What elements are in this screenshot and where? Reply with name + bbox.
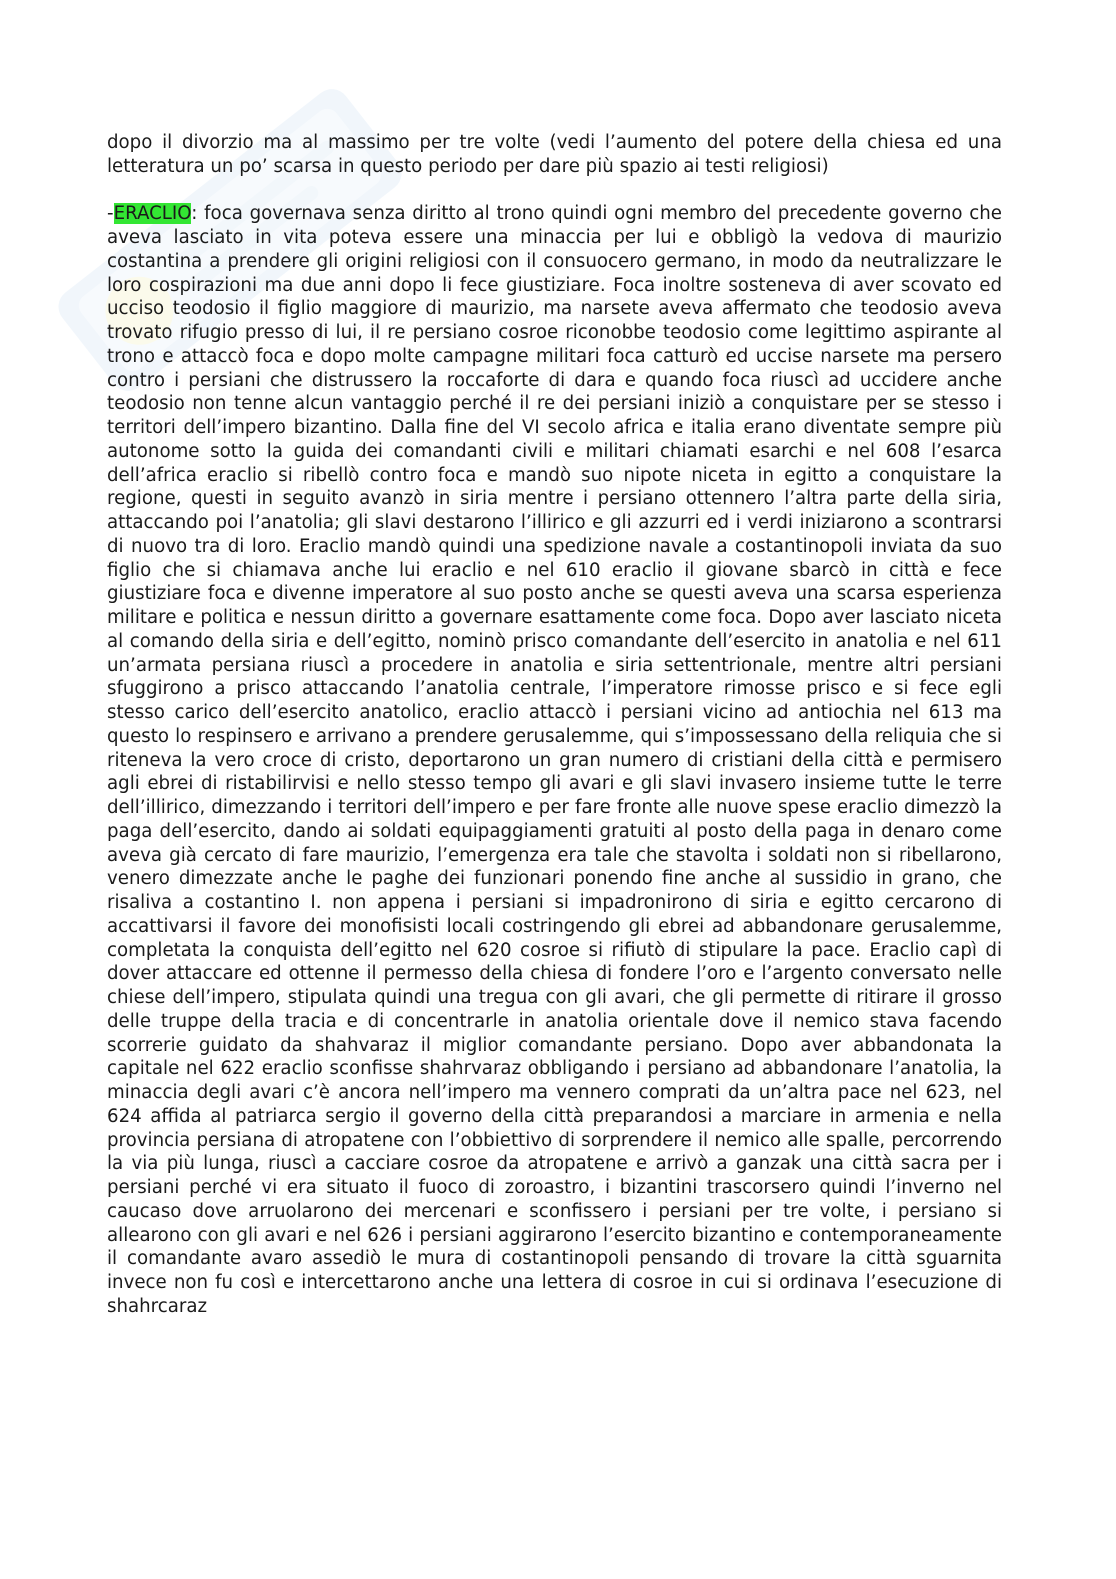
section-paragraph: [107, 202, 1002, 1318]
section-prefix: -: [107, 203, 114, 225]
intro-paragraph: dopo il divorzio ma al massimo per tre volte (vedi l’aumento del potere della chiesa ed una letteratura un po’ scarsa in questo periodo per dare più spazio ai testi religiosi): [107, 132, 1002, 177]
document-text: [107, 131, 1002, 1319]
section-body: : foca governava senza diritto al trono quindi ogni membro del precedente governo che aveva lasciato in vita poteva essere una minaccia per lui e obbligò la vedova di maurizio costantina a prendere gli origini religiosi con il consuocero germano, in modo da neutralizzare le loro cospirazioni ma due anni dopo li fece giustiziare. Foca inoltre sosteneva di aver scovato ed ucciso teodosio il figlio maggiore di maurizio, ma narsete aveva affermato che teodosio aveva trovato rifugio presso di lui, il re persiano cosroe riconobbe teodosio come legittimo aspirante al trono e attaccò foca e dopo molte campagne militari foca catturò ed uccise narsete ma persero contro i persiani che distrussero la roccaforte di dara e quando foca riuscì ad uccidere anche teodosio non tenne alcun vantaggio perché il re dei persiani iniziò a conquistare per se stesso i territori dell’impero bizantino. Dalla fine del VI secolo africa e italia erano diventate sempre più autonome sotto la guida dei comandanti civili e militari chiamati esarchi e nel 608 l’esarca dell’africa eraclio si ribellò contro foca e mandò suo nipote niceta in egitto a conquistare la regione, questi in seguito avanzò in siria mentre i persiano ottennero l’altra parte della siria, attaccando poi l’anatolia; gli slavi destarono l’illirico e gli azzurri ed i verdi iniziarono a scontrarsi di nuovo tra di loro. Eraclio mandò quindi una spedizione navale a costantinopoli inviata da suo figlio che si chiamava anche lui eraclio e nel 610 eraclio il giovane sbarcò in città e fece giustiziare foca e divenne imperatore al suo posto anche se questi aveva una scarsa esperienza militare e politica e nessun diritto a governare esattamente come foca. Dopo aver lasciato niceta al comando della siria e dell’egitto, nominò prisco comandante dell’esercito in anatolia e nel 611 un’armata persiana riuscì a procedere in anatolia e siria settentrionale, mentre altri persiani sfuggirono a prisco attaccando l’anatolia centrale, l’imperatore rimosse prisco e si fece egli stesso carico dell’esercito anatolico, eraclio attaccò i persiani vicino ad antiochia nel 613 ma questo lo respinsero e arrivano a prendere gerusalemme, qui s’impossessano della reliquia che si riteneva la vero croce di cristo, deportarono un gran numero di cristiani della città e permisero agli ebrei di ristabilirvisi e nello stesso tempo gli avari e gli slavi invasero insieme tutte le terre dell’illirico, dimezzando i territori dell’impero e per fare fronte alle nuove spese eraclio dimezzò la paga dell’esercito, dando ai soldati equipaggiamenti gratuiti al posto della paga in denaro come aveva già cercato di fare maurizio, l’emergenza era tale che stavolta i soldati non si ribellarono, venero dimezzate anche le paghe dei funzionari ponendo fine anche al sussidio in grano, che risaliva a costantino I. non appena i persiani si impadronirono di siria e egitto cercarono di accattivarsi il favore dei monofisisti locali costringendo gli ebrei ad abbandonare gerusalemme, completata la conquista dell’egitto nel 620 cosroe si rifiutò di stipulare la pace. Eraclio capì di dover attaccare ed ottenne il permesso della chiesa di fondere l’oro e l’argento conversato nelle chiese dell’impero, stipulata quindi una tregua con gli avari, che gli permette di ritirare il grosso delle truppe della tracia e di concentrarle in anatolia orientale dove il nemico stava facendo scorrerie guidato da shahvaraz il miglior comandante persiano. Dopo aver abbandonata la capitale nel 622 eraclio sconfisse shahrvaraz obbligando i persiano ad abbandonare l’anatolia, la minaccia degli avari c’è ancora nell’impero ma vennero comprati da un’altra pace nel 623, nel 624 affida al patriarca sergio il governo della città preparandosi a marciare in armenia e nella provincia persiana di atropatene con l’obbiettivo di sorprendere il nemico alle spalle, percorrendo la via più lunga, riuscì a cacciare cosroe da atropatene e arrivò a ganzak una città sacra per i persiani perché vi era situato il fuoco di zoroastro, i bizantini trascorsero quindi l’inverno nel caucaso dove arruolarono dei mercenari e sconfissero i persiani per tre volte, i persiano si allearono con gli avari e nel 626 i persiani aggirarono l’esercito bizantino e contemporaneamente il comandante avaro assediò le mura di costantinopoli pensando di trovare la città sguarnita invece non fu così e intercettarono anche una lettera di cosroe in cui si ordinava l’esecuzione di shahrcaraz: [107, 203, 1002, 1317]
paragraph-spacer: [107, 179, 1002, 203]
section-heading: ERACLIO: [113, 203, 192, 225]
